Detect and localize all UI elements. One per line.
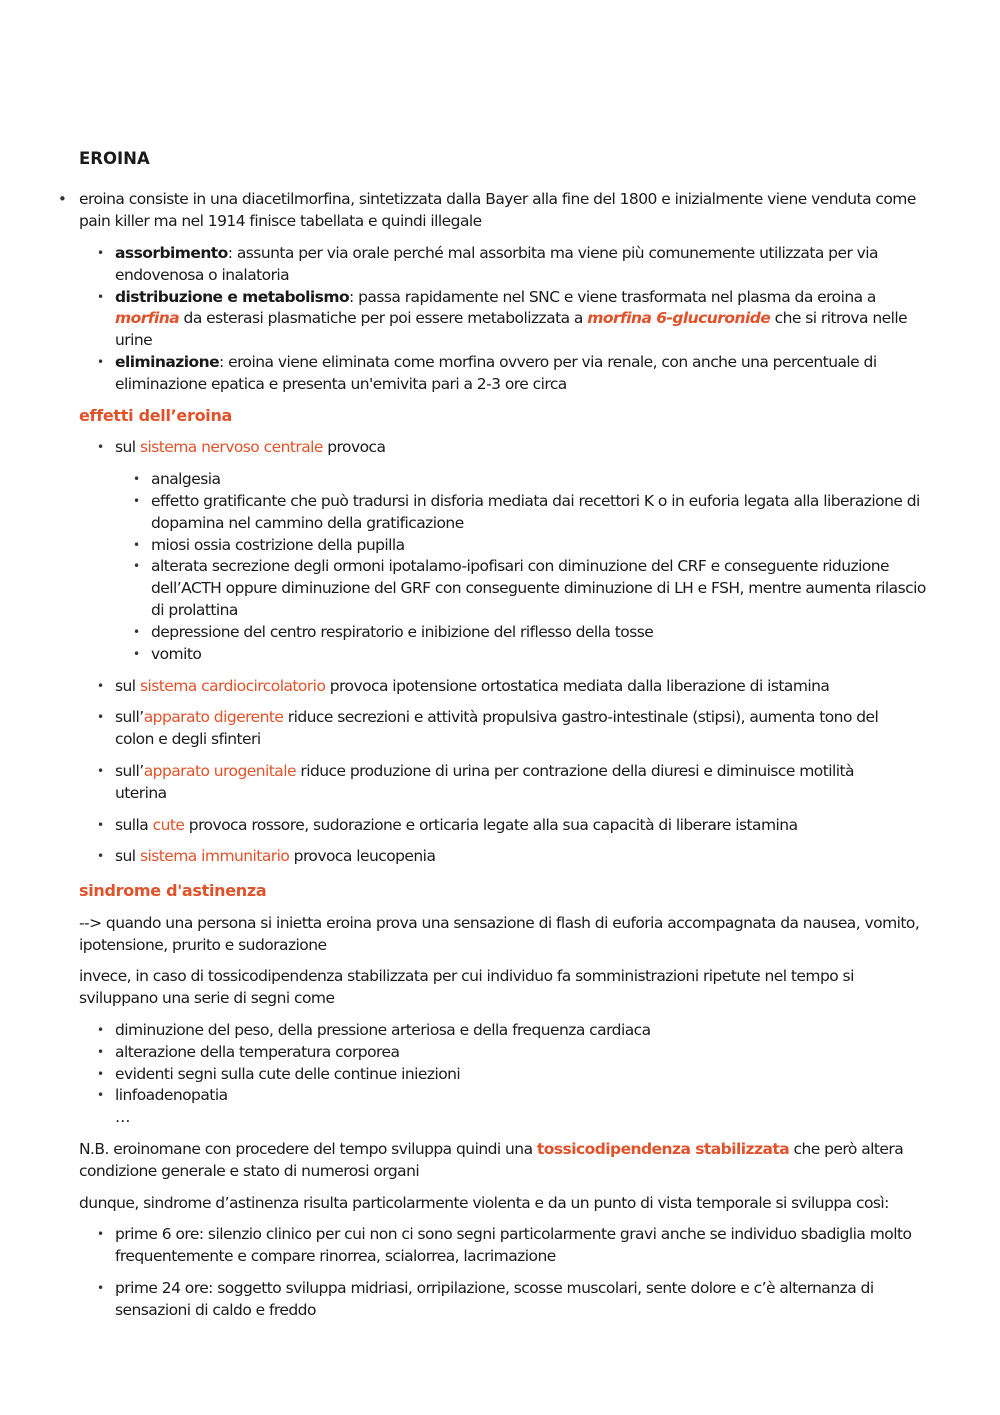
absorption-term: assorbimento: [115, 244, 228, 262]
bullet-marker: •: [133, 494, 141, 508]
cns-effect: dell’ACTH oppure diminuzione del GRF con conseguente diminuzione di LH e FSH, mentre aumenta rilascio: [151, 579, 926, 597]
elimination-text: eliminazione epatica e presenta un'emivita pari a 2-3 ore circa: [115, 375, 567, 393]
cns-system: sistema nervoso centrale: [139, 438, 323, 456]
glucuronide-highlight: morfina 6-glucuronide: [587, 309, 771, 327]
effect-text: colon e degli sfinteri: [115, 730, 261, 748]
bullet-marker: •: [97, 764, 105, 778]
withdrawal-text: --> quando una persona si inietta eroina prova una sensazione di flash di euforia accompagnata da nausea, vomito,: [79, 914, 920, 932]
cns-effect: dopamina nel cammino della gratificazione: [151, 514, 464, 532]
distribution-text: da esterasi plasmatiche per poi essere metabolizzata a: [179, 309, 588, 327]
withdrawal-text: invece, in caso di tossicodipendenza stabilizzata per cui individuo fa somministrazioni ripetute nel tempo si: [79, 967, 854, 985]
bullet-marker: •: [97, 679, 105, 693]
bullet-marker: •: [97, 290, 105, 304]
effect-text: provoca rossore, sudorazione e orticaria legate alla sua capacità di liberare istamina: [184, 816, 798, 834]
elimination-item: [115, 351, 877, 373]
bullet-marker: •: [97, 849, 105, 863]
effect-text: provoca leucopenia: [289, 847, 436, 865]
effect-prefix: sulla: [115, 816, 153, 834]
cardio-system: sistema cardiocircolatorio: [139, 677, 326, 695]
bullet-marker: •: [133, 559, 141, 573]
bullet-marker: •: [58, 190, 67, 208]
effect-prefix: sull’: [115, 708, 144, 726]
absorption-text: endovenosa o inalatoria: [115, 266, 290, 284]
skin-system: cute: [152, 816, 185, 834]
cns-item: [115, 436, 385, 458]
timeline-item: frequentemente e compare rinorrea, scialorrea, lacrimazione: [115, 1247, 556, 1265]
urogenital-item: [115, 760, 854, 782]
bullet-marker: •: [97, 1023, 105, 1037]
elimination-text: : eroina viene eliminata come morfina ovvero per via renale, con anche una percentuale di: [219, 353, 877, 371]
nb-highlight: tossicodipendenza stabilizzata: [536, 1140, 790, 1158]
distribution-text: : passa rapidamente nel SNC e viene trasformata nel plasma da eroina a: [349, 288, 876, 306]
nb-text: N.B. eroinomane con procedere del tempo sviluppa quindi una: [79, 1140, 537, 1158]
bullet-marker: •: [97, 1088, 105, 1102]
timeline-item: prime 24 ore: soggetto sviluppa midriasi, orripilazione, scosse muscolari, sente dolore e c’è alternanza di: [115, 1279, 874, 1297]
effect-prefix: sul: [115, 438, 140, 456]
sign-item: evidenti segni sulla cute delle continue iniezioni: [115, 1065, 461, 1083]
cns-effect: depressione del centro respiratorio e inibizione del riflesso della tosse: [151, 623, 654, 641]
absorption-text: : assunta per via orale perché mal assorbita ma viene più comunemente utilizzata per via: [227, 244, 878, 262]
bullet-marker: •: [97, 710, 105, 724]
nb-text: condizione generale e stato di numerosi organi: [79, 1162, 420, 1180]
timeline-item: sensazioni di caldo e freddo: [115, 1301, 316, 1319]
morphine-highlight: morfina: [115, 309, 180, 327]
page-title: EROINA: [79, 149, 150, 168]
bullet-marker: •: [97, 1227, 105, 1241]
bullet-marker: •: [97, 1281, 105, 1295]
bullet-marker: •: [97, 1045, 105, 1059]
withdrawal-heading: sindrome d'astinenza: [79, 881, 267, 900]
bullet-marker: •: [97, 440, 105, 454]
withdrawal-text: sviluppano una serie di segni come: [79, 989, 335, 1007]
urogenital-system: apparato urogenitale: [143, 762, 296, 780]
digestive-system: apparato digerente: [143, 708, 284, 726]
cns-effect: miosi ossia costrizione della pupilla: [151, 536, 405, 554]
cns-effect: alterata secrezione degli ormoni ipotalamo-ipofisari con diminuzione del CRF e conseguente riduzione: [151, 557, 890, 575]
sign-item: alterazione della temperatura corporea: [115, 1043, 400, 1061]
absorption-item: [115, 242, 878, 264]
bullet-marker: •: [97, 818, 105, 832]
effect-text: provoca ipotensione ortostatica mediata dalla liberazione di istamina: [325, 677, 830, 695]
effect-prefix: sull’: [115, 762, 144, 780]
skin-item: [115, 814, 798, 836]
timeline-intro: dunque, sindrome d’astinenza risulta particolarmente violenta e da un punto di vista temporale si sviluppa così:: [79, 1194, 889, 1212]
bullet-marker: •: [97, 1067, 105, 1081]
nb-text: che però altera: [789, 1140, 904, 1158]
sign-item: linfoadenopatia: [115, 1086, 228, 1104]
effect-text: riduce secrezioni e attività propulsiva gastro-intestinale (stipsi), aumenta tono del: [283, 708, 879, 726]
effects-heading: effetti dell’eroina: [79, 406, 233, 425]
bullet-marker: •: [97, 246, 105, 260]
cns-effect: di prolattina: [151, 601, 238, 619]
distribution-line: [115, 307, 907, 329]
elimination-term: eliminazione: [115, 353, 220, 371]
bullet-marker: •: [133, 472, 141, 486]
distribution-item: [115, 286, 876, 308]
distribution-term: distribuzione e metabolismo: [115, 288, 350, 306]
intro-line: eroina consiste in una diacetilmorfina, sintetizzata dalla Bayer alla fine del 1800 e inizialmente viene venduta come: [79, 190, 916, 208]
intro-line: pain killer ma nel 1914 finisce tabellata e quindi illegale: [79, 212, 482, 230]
bullet-marker: •: [133, 647, 141, 661]
sign-ellipsis: …: [115, 1108, 130, 1126]
digestive-item: [115, 706, 878, 728]
immune-item: [115, 845, 435, 867]
cns-effect: effetto gratificante che può tradursi in disforia mediata dai recettori K o in euforia legata alla liberazione di: [151, 492, 920, 510]
distribution-text: che si ritrova nelle: [770, 309, 908, 327]
sign-item: diminuzione del peso, della pressione arteriosa e della frequenza cardiaca: [115, 1021, 651, 1039]
effect-text: uterina: [115, 784, 167, 802]
cns-effect: analgesia: [151, 470, 221, 488]
bullet-marker: •: [133, 538, 141, 552]
distribution-text: urine: [115, 331, 153, 349]
immune-system: sistema immunitario: [139, 847, 290, 865]
cardio-item: [115, 675, 829, 697]
withdrawal-text: ipotensione, prurito e sudorazione: [79, 936, 327, 954]
cns-effect: vomito: [151, 645, 202, 663]
effect-prefix: sul: [115, 677, 140, 695]
bullet-marker: •: [97, 355, 105, 369]
timeline-item: prime 6 ore: silenzio clinico per cui non ci sono segni particolarmente gravi anche se individuo sbadiglia molto: [115, 1225, 912, 1243]
effect-text: riduce produzione di urina per contrazione della diuresi e diminuisce motilità: [296, 762, 854, 780]
nb-line: [79, 1138, 903, 1160]
effect-text: provoca: [322, 438, 386, 456]
effect-prefix: sul: [115, 847, 140, 865]
bullet-marker: •: [133, 625, 141, 639]
